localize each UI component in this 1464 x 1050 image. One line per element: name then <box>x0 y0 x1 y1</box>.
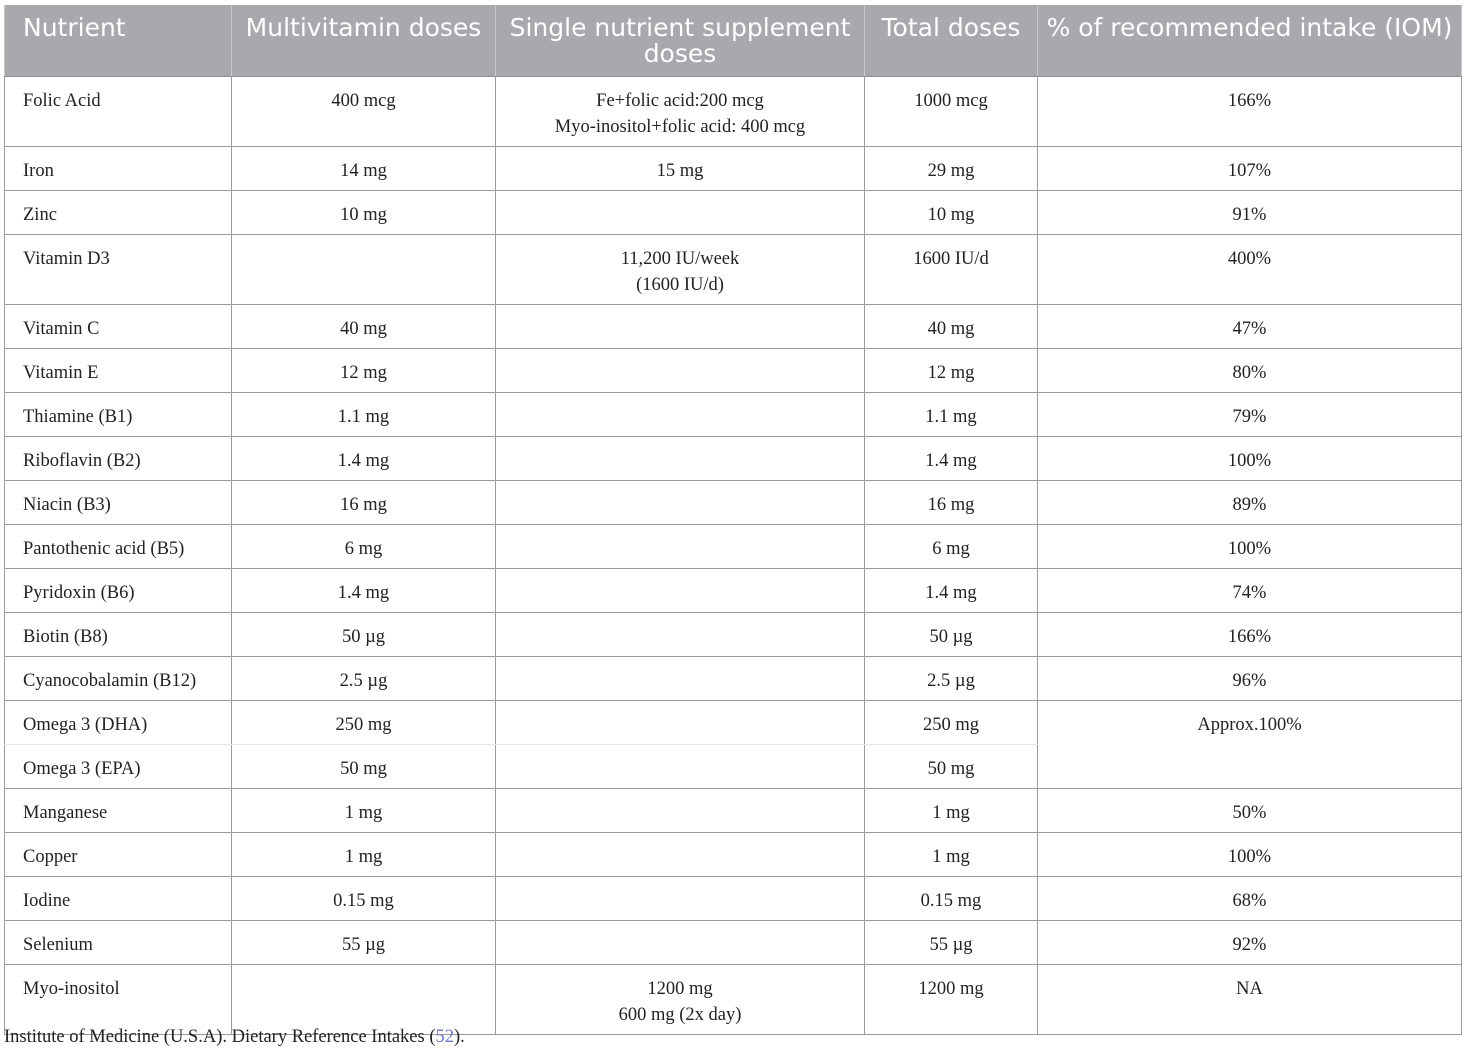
total-dose-cell: 1 mg <box>865 789 1038 833</box>
single-supplement-cell <box>496 77 865 147</box>
table-row <box>5 613 1462 657</box>
percent-recommended-cell: 100% <box>1038 833 1462 877</box>
total-dose-cell: 50 µg <box>865 613 1038 657</box>
total-dose-cell: 29 mg <box>865 147 1038 191</box>
table-row <box>5 965 1462 1035</box>
percent-recommended-cell: 89% <box>1038 481 1462 525</box>
single-supplement-line: Myo-inositol+folic acid: 400 mcg <box>554 117 806 137</box>
total-dose-cell: 12 mg <box>865 349 1038 393</box>
multivitamin-dose-cell: 50 µg <box>232 613 496 657</box>
single-supplement-line: 1200 mg <box>647 979 713 999</box>
total-dose-cell: 50 mg <box>865 745 1038 789</box>
single-supplement-cell <box>496 921 865 965</box>
table-body <box>5 77 1462 1035</box>
table-row <box>5 481 1462 525</box>
single-supplement-cell <box>496 789 865 833</box>
nutrient-cell: Selenium <box>5 921 232 965</box>
multivitamin-dose-cell <box>232 965 496 1035</box>
total-dose-cell: 1.4 mg <box>865 437 1038 481</box>
percent-recommended-cell: 100% <box>1038 525 1462 569</box>
total-dose-cell: 1 mg <box>865 833 1038 877</box>
nutrient-cell: Omega 3 (DHA) <box>5 701 232 745</box>
multivitamin-dose-cell <box>232 235 496 305</box>
nutrient-cell: Iron <box>5 147 232 191</box>
table-row <box>5 569 1462 613</box>
single-supplement-line: Fe+folic acid:200 mcg <box>596 91 764 111</box>
multivitamin-dose-cell: 250 mg <box>232 701 496 745</box>
multivitamin-dose-cell: 16 mg <box>232 481 496 525</box>
total-dose-cell: 2.5 µg <box>865 657 1038 701</box>
table-row <box>5 191 1462 235</box>
table-row <box>5 77 1462 147</box>
percent-recommended-cell: 47% <box>1038 305 1462 349</box>
total-dose-cell: 40 mg <box>865 305 1038 349</box>
single-supplement-cell <box>496 481 865 525</box>
nutrient-cell: Iodine <box>5 877 232 921</box>
multivitamin-dose-cell: 1 mg <box>232 833 496 877</box>
percent-recommended-cell: 166% <box>1038 77 1462 147</box>
single-supplement-cell <box>496 349 865 393</box>
nutrient-cell: Riboflavin (B2) <box>5 437 232 481</box>
table-row <box>5 305 1462 349</box>
nutrient-cell: Pyridoxin (B6) <box>5 569 232 613</box>
total-dose-cell: 1.4 mg <box>865 569 1038 613</box>
single-supplement-cell <box>496 305 865 349</box>
total-dose-cell: 55 µg <box>865 921 1038 965</box>
single-supplement-line: 15 mg <box>656 161 704 181</box>
table-row <box>5 393 1462 437</box>
total-dose-cell: 1200 mg <box>865 965 1038 1035</box>
nutrient-cell: Folic Acid <box>5 77 232 147</box>
multivitamin-dose-cell: 1.4 mg <box>232 569 496 613</box>
single-supplement-cell <box>496 393 865 437</box>
percent-recommended-cell: NA <box>1038 965 1462 1035</box>
multivitamin-dose-cell: 0.15 mg <box>232 877 496 921</box>
single-supplement-cell <box>496 147 865 191</box>
header-total-doses: Total doses <box>865 5 1038 77</box>
single-supplement-cell <box>496 613 865 657</box>
table-row <box>5 525 1462 569</box>
percent-recommended-cell: 107% <box>1038 147 1462 191</box>
percent-recommended-cell: 50% <box>1038 789 1462 833</box>
total-dose-cell: 1.1 mg <box>865 393 1038 437</box>
total-dose-cell: 10 mg <box>865 191 1038 235</box>
single-supplement-cell <box>496 525 865 569</box>
table-row <box>5 147 1462 191</box>
header-single-nutrient-doses: Single nutrient supplement doses <box>496 5 865 77</box>
single-supplement-cell <box>496 745 865 789</box>
footnote <box>4 1026 465 1048</box>
table-row <box>5 701 1462 745</box>
nutrient-cell: Thiamine (B1) <box>5 393 232 437</box>
percent-recommended-cell: 166% <box>1038 613 1462 657</box>
percent-recommended-cell: 74% <box>1038 569 1462 613</box>
multivitamin-dose-cell: 55 µg <box>232 921 496 965</box>
table-row <box>5 921 1462 965</box>
table-row <box>5 235 1462 305</box>
percent-recommended-cell: 92% <box>1038 921 1462 965</box>
single-supplement-line: 600 mg (2x day) <box>618 1005 742 1025</box>
percent-recommended-cell: 80% <box>1038 349 1462 393</box>
nutrient-cell: Cyanocobalamin (B12) <box>5 657 232 701</box>
multivitamin-dose-cell: 6 mg <box>232 525 496 569</box>
table-row <box>5 877 1462 921</box>
multivitamin-dose-cell: 10 mg <box>232 191 496 235</box>
total-dose-cell: 1600 IU/d <box>865 235 1038 305</box>
nutrient-cell: Zinc <box>5 191 232 235</box>
single-supplement-cell <box>496 191 865 235</box>
nutrient-cell: Biotin (B8) <box>5 613 232 657</box>
single-supplement-cell <box>496 657 865 701</box>
single-supplement-cell <box>496 569 865 613</box>
nutrient-cell: Niacin (B3) <box>5 481 232 525</box>
single-supplement-cell <box>496 877 865 921</box>
single-supplement-cell <box>496 701 865 745</box>
footnote-text: Institute of Medicine (U.S.A). Dietary Reference Intakes ( <box>4 1027 436 1047</box>
multivitamin-dose-cell: 2.5 µg <box>232 657 496 701</box>
nutrient-cell: Manganese <box>5 789 232 833</box>
footnote-end: ). <box>454 1027 465 1047</box>
total-dose-cell: 0.15 mg <box>865 877 1038 921</box>
single-supplement-cell <box>496 965 865 1035</box>
single-supplement-cell <box>496 833 865 877</box>
nutrient-cell: Omega 3 (EPA) <box>5 745 232 789</box>
nutrient-cell: Pantothenic acid (B5) <box>5 525 232 569</box>
multivitamin-dose-cell: 12 mg <box>232 349 496 393</box>
header-percent-recommended: % of recommended intake (IOM) <box>1038 5 1462 77</box>
percent-recommended-cell: 91% <box>1038 191 1462 235</box>
table-row <box>5 437 1462 481</box>
multivitamin-dose-cell: 50 mg <box>232 745 496 789</box>
nutrient-table <box>4 5 1462 1035</box>
header-row <box>5 5 1462 77</box>
table-row <box>5 833 1462 877</box>
percent-recommended-cell: 68% <box>1038 877 1462 921</box>
table-row <box>5 349 1462 393</box>
nutrient-cell: Vitamin C <box>5 305 232 349</box>
single-supplement-cell <box>496 437 865 481</box>
percent-recommended-cell: 100% <box>1038 437 1462 481</box>
single-supplement-line: 11,200 IU/week <box>620 249 740 269</box>
percent-recommended-cell: 96% <box>1038 657 1462 701</box>
total-dose-cell: 6 mg <box>865 525 1038 569</box>
percent-recommended-cell: 400% <box>1038 235 1462 305</box>
header-nutrient: Nutrient <box>5 5 232 77</box>
percent-recommended-cell: 79% <box>1038 393 1462 437</box>
multivitamin-dose-cell: 1.1 mg <box>232 393 496 437</box>
multivitamin-dose-cell: 1.4 mg <box>232 437 496 481</box>
single-supplement-line: (1600 IU/d) <box>636 275 724 295</box>
nutrient-cell: Vitamin E <box>5 349 232 393</box>
nutrient-cell: Copper <box>5 833 232 877</box>
total-dose-cell: 1000 mcg <box>865 77 1038 147</box>
header-multivitamin-doses: Multivitamin doses <box>232 5 496 77</box>
table-row <box>5 657 1462 701</box>
single-supplement-cell <box>496 235 865 305</box>
multivitamin-dose-cell: 1 mg <box>232 789 496 833</box>
multivitamin-dose-cell: 400 mcg <box>232 77 496 147</box>
reference-link[interactable]: 52 <box>435 1027 455 1047</box>
total-dose-cell: 16 mg <box>865 481 1038 525</box>
nutrient-cell: Vitamin D3 <box>5 235 232 305</box>
table-row <box>5 789 1462 833</box>
multivitamin-dose-cell: 14 mg <box>232 147 496 191</box>
percent-recommended-cell: Approx.100% <box>1038 701 1462 789</box>
nutrient-cell: Myo-inositol <box>5 965 232 1035</box>
total-dose-cell: 250 mg <box>865 701 1038 745</box>
multivitamin-dose-cell: 40 mg <box>232 305 496 349</box>
